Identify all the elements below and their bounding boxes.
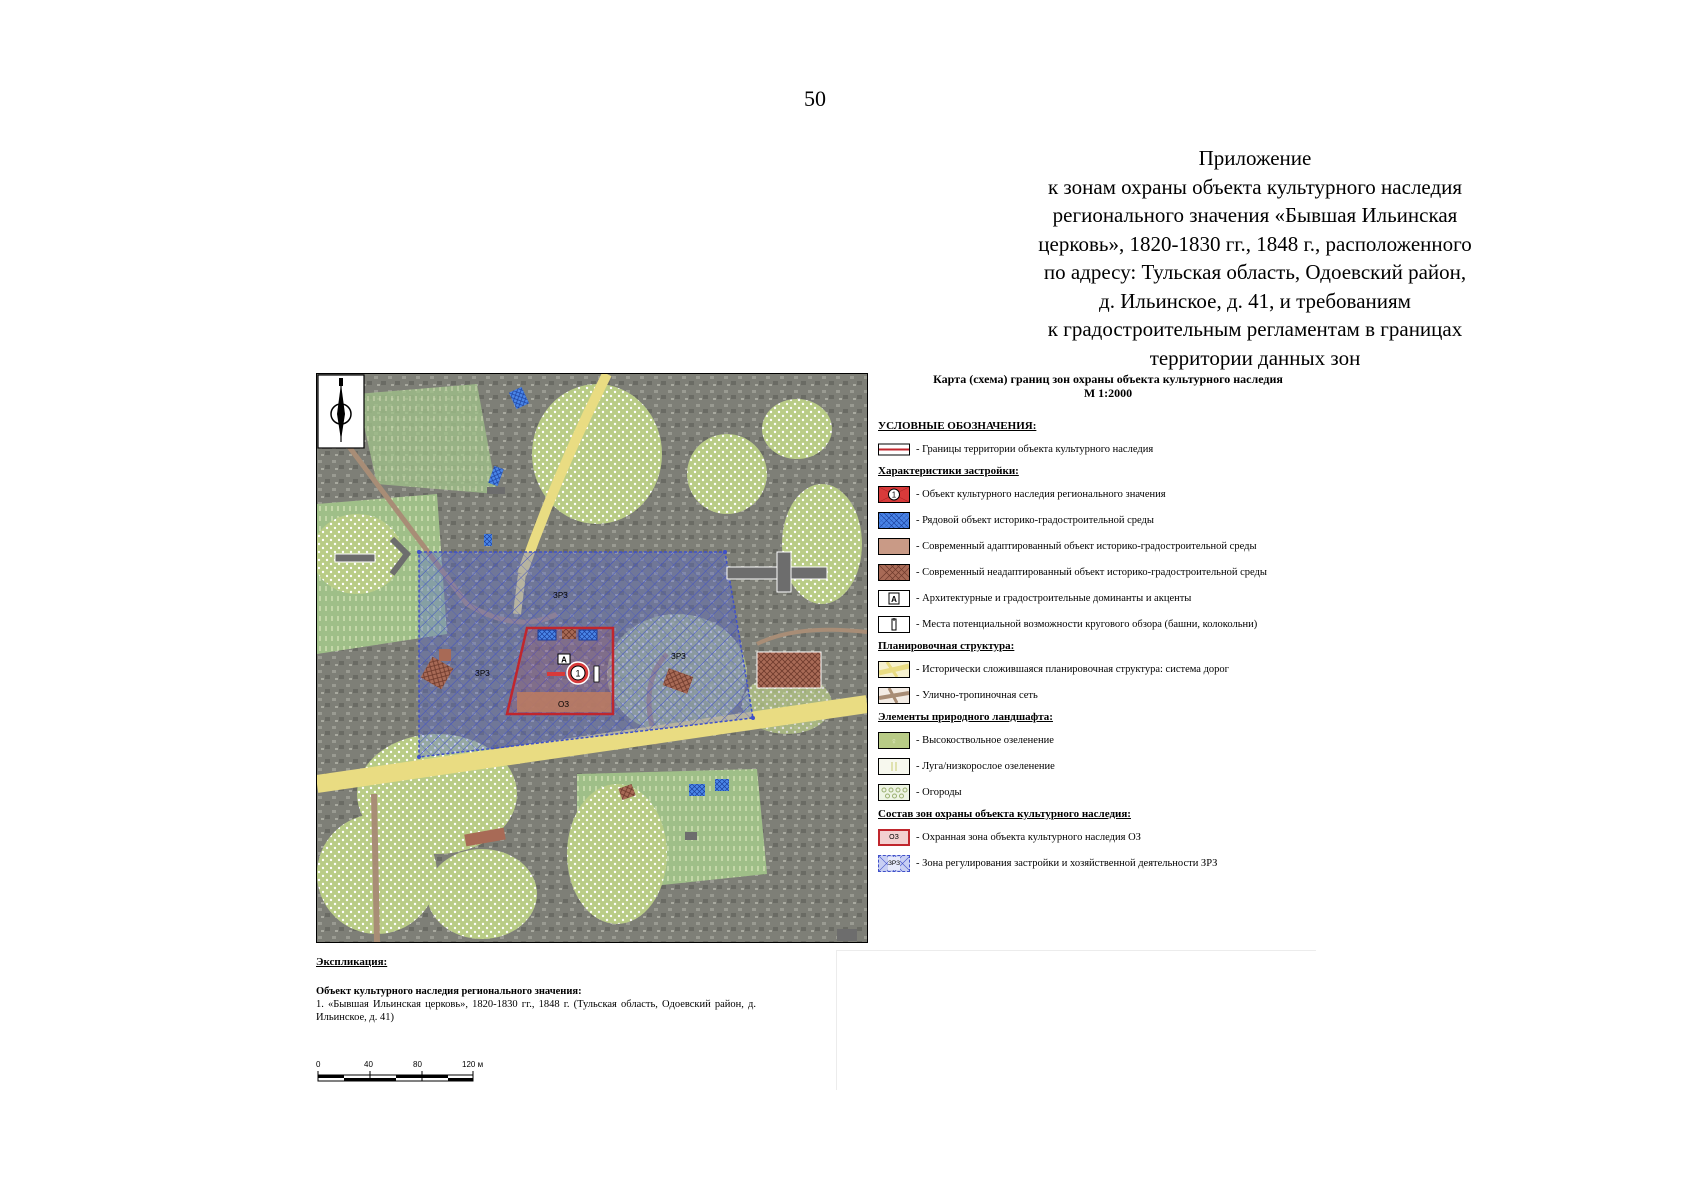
map-scale-text: М 1:2000 [1083, 386, 1133, 400]
oz-zone-code: ОЗ [889, 833, 899, 841]
crosshatch-brown-icon [878, 564, 910, 581]
legend-item [878, 827, 1338, 847]
svg-text:А: А [891, 594, 897, 604]
legend-item [878, 536, 1338, 556]
legend-header: УСЛОВНЫЕ ОБОЗНАЧЕНИЯ: [878, 420, 1037, 432]
appendix-line: церковь», 1820-1830 гг., 1848 г., расположенного [1038, 231, 1472, 256]
appendix-line: к зонам охраны объекта культурного наследия [1047, 174, 1463, 199]
heritage-object-number: 1 [575, 668, 581, 679]
legend-item [878, 659, 1338, 679]
building [685, 832, 697, 840]
explication-subheader: Объект культурного наследия регионального значения: [316, 986, 582, 997]
legend-item [878, 730, 1338, 750]
historic-building [484, 534, 492, 546]
map-title-text: Карта (схема) границ зон охраны объекта культурного наследия [933, 372, 1283, 386]
page-number: 50 [804, 86, 826, 111]
legend-item [878, 510, 1338, 530]
oz-label: ОЗ [558, 700, 570, 709]
appendix-line: территории данных зон [1149, 345, 1361, 370]
adapted-object-icon [878, 538, 910, 555]
explication [316, 956, 756, 1024]
trees-area [567, 784, 667, 924]
adapted-building [439, 649, 451, 661]
divider [836, 950, 1316, 951]
legend-item [878, 484, 1338, 504]
historic-building [538, 630, 556, 640]
legend-label: - Исторически сложившаяся планировочная структура: система дорог [916, 663, 1229, 675]
zrz-zone-icon [878, 855, 910, 872]
dominant-icon [878, 590, 910, 607]
legend-section-title: Планировочная структура: [878, 640, 1015, 652]
garden-icon [878, 784, 910, 801]
scale-bar [316, 1060, 486, 1090]
legend-section-title: Характеристики застройки: [878, 465, 1019, 477]
map-svg [317, 374, 867, 942]
zrz-label: ЗРЗ [553, 591, 568, 600]
meadow-area [357, 384, 497, 494]
zrz-label: ЗРЗ [671, 652, 686, 661]
legend-item [878, 782, 1338, 802]
legend-label: - Современный адаптированный объект историко-градостроительной среды [916, 540, 1257, 552]
historic-building [579, 630, 597, 640]
viewpoint-icon [594, 666, 599, 682]
scale-tick-label: 40 [364, 1060, 373, 1069]
legend-item [878, 562, 1338, 582]
legend-label: - Объект культурного наследия регионального значения [916, 488, 1166, 500]
oz-zone-icon [878, 829, 910, 846]
legend-label: - Огороды [916, 786, 962, 798]
heritage-object-icon [878, 486, 910, 503]
appendix-line: регионального значения «Бывшая Ильинская [1052, 203, 1458, 227]
legend-label: - Современный неадаптированный объект историко-градостроительной среды [916, 566, 1267, 578]
legend-item [878, 756, 1338, 776]
road-system-icon [878, 661, 910, 678]
legend-label: - Улично-тропиночная сеть [916, 689, 1038, 701]
explication-header: Экспликация: [316, 956, 388, 968]
svg-text:♀: ♀ [890, 735, 898, 746]
legend-item [878, 614, 1338, 634]
historic-building [689, 784, 705, 796]
trees-area [782, 484, 862, 604]
scale-tick-label: 0 [316, 1060, 321, 1069]
appendix-line: по адресу: Тульская область, Одоевский район, [1043, 260, 1467, 284]
explication-item: 1. «Бывшая Ильинская церковь», 1820-1830 гг., 1848 г. (Тульская область, Одоевский район, д. Ильинское, д. 41) [316, 999, 756, 1023]
legend-item [878, 685, 1338, 705]
trees-icon [878, 732, 910, 749]
zrz-zone-code: ЗРЗ [888, 857, 900, 870]
legend-label: - Границы территории объекта культурного наследия [916, 443, 1154, 455]
scale-tick-label: 120 м [462, 1060, 484, 1069]
appendix-heading [985, 144, 1525, 372]
building [777, 552, 791, 592]
trees-area [687, 434, 767, 514]
legend-label: - Архитектурные и градостроительные доминанты и акценты [916, 592, 1192, 604]
legend-item [878, 439, 1338, 459]
appendix-line: Приложение [1198, 146, 1312, 170]
viewpoint-icon [878, 616, 910, 633]
blue-hatch-icon [878, 512, 910, 529]
legend-label: - Места потенциальной возможности кругового обзора (башни, колокольни) [916, 618, 1258, 630]
historic-building [715, 779, 729, 791]
building [487, 487, 505, 494]
trees-area [762, 399, 832, 459]
legend-label: - Охранная зона объекта культурного наследия ОЗ [916, 831, 1141, 843]
legend-item [878, 853, 1338, 873]
street-path [374, 794, 377, 942]
dominant-letter: А [561, 655, 567, 665]
legend-label: - Рядовой объект историко-градостроительной среды [916, 514, 1154, 526]
street-path-icon [878, 687, 910, 704]
boundary-line-icon [878, 441, 910, 458]
appendix-line: д. Ильинское, д. 41, и требованиям [1099, 288, 1411, 313]
legend-label: - Луга/низкорослое озеленение [916, 760, 1055, 772]
zrz-label: ЗРЗ [475, 669, 490, 678]
map-legend [878, 372, 1338, 879]
legend-section-title: Элементы природного ландшафта: [878, 711, 1053, 723]
legend-label: - Высокоствольное озеленение [916, 734, 1054, 746]
building [837, 929, 857, 941]
legend-label: - Зона регулирования застройки и хозяйственной деятельности ЗРЗ [916, 857, 1218, 869]
divider [836, 950, 837, 1090]
building [335, 554, 375, 562]
scale-bar-graphic [316, 1060, 486, 1090]
scale-tick-label: 80 [413, 1060, 422, 1069]
meadow-icon [878, 758, 910, 775]
map-canvas[interactable] [316, 373, 868, 943]
legend-item [878, 588, 1338, 608]
legend-section-title: Состав зон охраны объекта культурного наследия: [878, 808, 1131, 820]
svg-text:1: 1 [891, 490, 897, 499]
appendix-line: к градостроительным регламентам в границах [1047, 317, 1463, 341]
trees-area [427, 849, 537, 939]
modern-building [757, 652, 821, 688]
map-title [878, 372, 1338, 400]
modern-building [562, 629, 576, 639]
